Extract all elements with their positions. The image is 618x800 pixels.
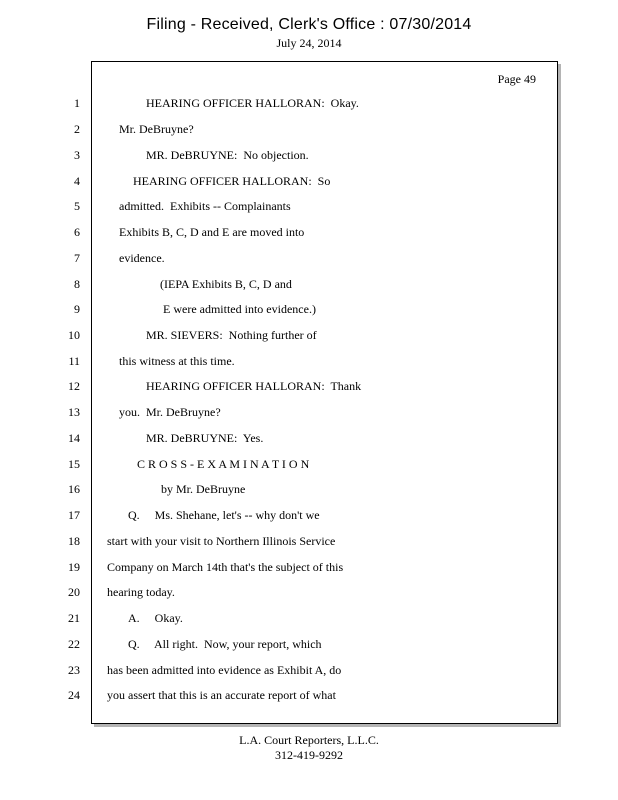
line-number: 10 [68,328,80,342]
line-number: 21 [68,611,80,625]
line-number: 23 [68,663,80,677]
transcript-line: E were admitted into evidence.) [163,302,316,316]
court-reporter-name: L.A. Court Reporters, L.L.C. [239,733,379,747]
line-number: 24 [68,688,80,702]
transcript-line: Exhibits B, C, D and E are moved into [119,225,305,239]
transcript-line: A. Okay. [128,611,183,625]
line-number: 4 [74,174,80,188]
transcript-line: this witness at this time. [119,354,235,368]
transcript-line: Q. Ms. Shehane, let's -- why don't we [128,508,320,522]
line-number: 7 [74,251,80,265]
transcript-line: HEARING OFFICER HALLORAN: Okay. [146,96,359,110]
filing-stamp: Filing - Received, Clerk's Office : 07/30/2014 [146,16,472,33]
transcript-line: Q. All right. Now, your report, which [128,637,322,651]
transcript-line: you assert that this is an accurate report of what [107,688,336,702]
line-number: 13 [68,405,80,419]
transcript-line: MR. DeBRUYNE: No objection. [146,148,309,162]
transcript-line: HEARING OFFICER HALLORAN: So [133,174,331,188]
transcript-line: hearing today. [107,585,175,599]
line-number: 18 [68,534,80,548]
line-number: 14 [68,431,80,445]
line-number: 11 [68,354,80,368]
line-number: 8 [74,277,80,291]
transcript-line: start with your visit to Northern Illinois Service [107,534,336,548]
line-number: 17 [68,508,80,522]
line-number: 2 [74,122,80,136]
line-number: 3 [74,148,80,162]
transcript-line: Mr. DeBruyne? [119,122,194,136]
transcript-line: evidence. [119,251,165,265]
line-number: 9 [74,302,80,316]
line-number: 22 [68,637,80,651]
transcript-line: HEARING OFFICER HALLORAN: Thank [146,379,362,393]
transcript-line: admitted. Exhibits -- Complainants [119,199,291,213]
court-reporter-phone: 312-419-9292 [275,748,343,762]
transcript-line: (IEPA Exhibits B, C, D and [160,277,292,291]
transcript-line: by Mr. DeBruyne [161,482,246,496]
transcript-line: you. Mr. DeBruyne? [119,405,221,419]
line-number: 1 [74,96,80,110]
transcript-line: MR. SIEVERS: Nothing further of [146,328,317,342]
page-number: Page 49 [497,72,536,86]
line-number: 12 [68,379,80,393]
line-number: 15 [68,457,80,471]
line-number: 19 [68,560,80,574]
line-number: 6 [74,225,80,239]
transcript-date: July 24, 2014 [276,36,342,50]
transcript-line: MR. DeBRUYNE: Yes. [146,431,264,445]
transcript-line: Company on March 14th that's the subject of this [107,560,344,574]
transcript-line: has been admitted into evidence as Exhibit A, do [107,663,342,677]
line-number: 5 [74,199,80,213]
transcript-line: C R O S S - E X A M I N A T I O N [137,457,310,471]
line-number: 20 [68,585,80,599]
line-number: 16 [68,482,80,496]
